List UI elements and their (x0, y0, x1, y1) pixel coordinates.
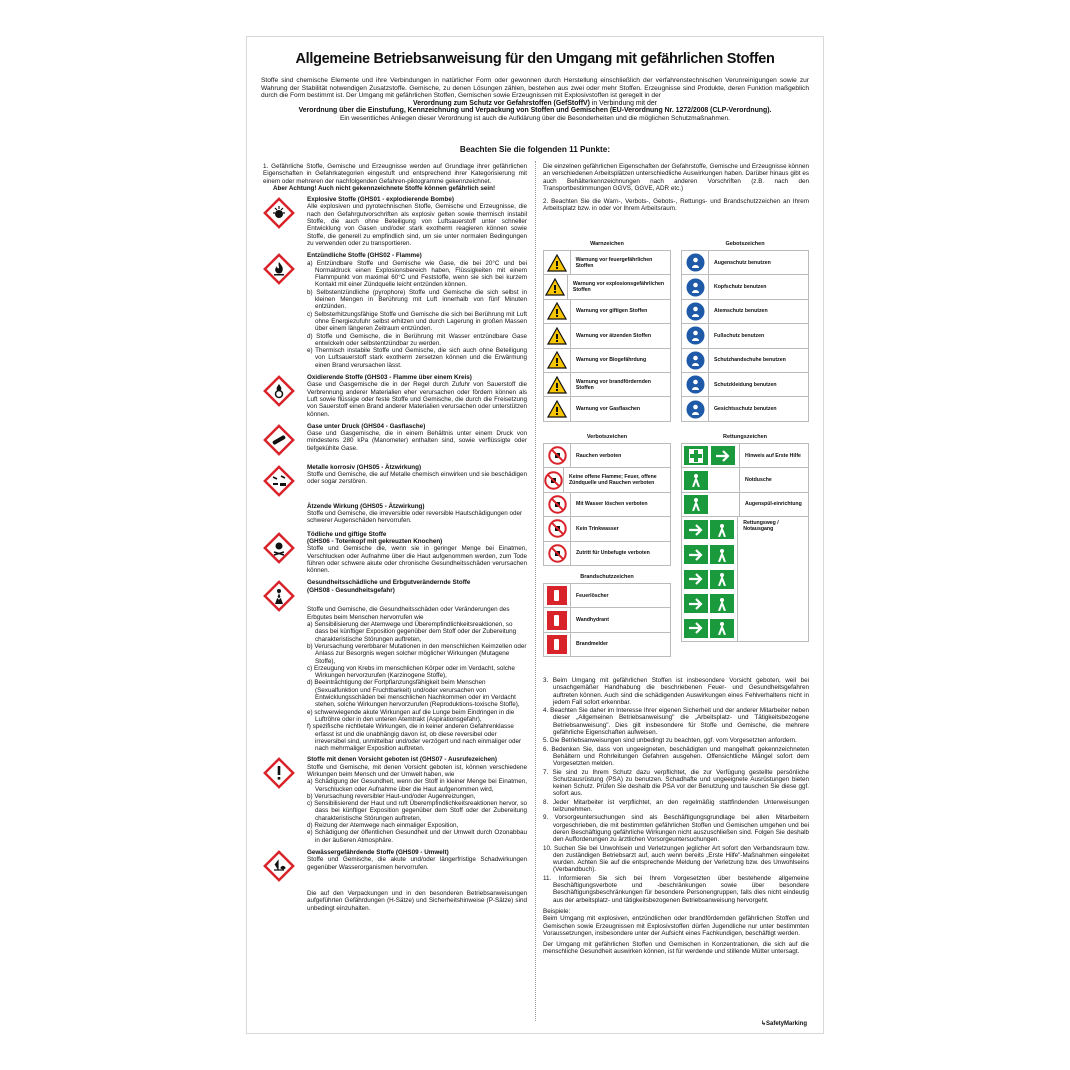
hazard-title: Metalle korrosiv (GHS05 - Ätzwirkung) (307, 463, 422, 471)
warning-sign-row (543, 300, 671, 324)
warning-sign-row (543, 250, 671, 275)
right-column-lower (543, 677, 809, 960)
mandatory-sign-icon (682, 300, 709, 323)
mandatory-sign-row (681, 300, 809, 324)
hazard-item: d) Reizung der Atemwege nach einmaliger Exposition, (307, 822, 459, 830)
warning-sign-row (543, 373, 671, 397)
exploding-bomb-icon (263, 197, 295, 229)
prohibition-sign-row (543, 542, 671, 566)
instruction-point: 10. Suchen Sie bei Unwohlsein und Verletzungen jeglicher Art sofort den Verbandsraum bzw. den zuständigen Betriebsarzt auf, auch wenn bereits „Erste Hilfe"-Maßnahmen eingeleitet wurden. Achten Sie auf die entsprechende Meldung der Verletzung bzw. des Unwohlseins (Verbandbuch). (543, 844, 809, 874)
hazard-text: Stoffe und Gemische, die irreversible oder reversible Hautschädigungen oder schwerer Augenschäden hervorrufen. (307, 510, 523, 525)
prohibition-signs-table (543, 434, 671, 566)
hazard-title: Oxidierende Stoffe (GHS03 - Flamme über einem Kreis) (307, 374, 472, 382)
hazard-item: d) Beeinträchtigung der Fortpflanzungsfähigkeit beim Menschen (Sexualfunktion und Fruchtbarkeit) und/oder verursachen von Entwicklungsschäden bei menschlichen Nachkommen oder im Verdacht stehen, solche Wirkungen hervorzurufen (Reproduktions-toxische Stoffe), (307, 679, 520, 709)
rescue-sign-row (681, 443, 809, 468)
mandatory-sign-label: Schutzhandschuhe benutzen (714, 357, 786, 364)
point-1: 1. Gefährliche Stoffe, Gemische und Erzeugnisse werden auf Grundlage ihrer gefährlichen Eigenschaften in Gefahrkategorien eingestuft und entsprechend ihrer Kategorisierung mit einem oder mehreren der nachfolgenden Gefahren-piktogramme gekennzeichnet. (263, 163, 527, 185)
prohibition-sign-icon (544, 493, 571, 516)
rescue-signs-table (681, 434, 809, 642)
hazard-ghs03 (263, 374, 527, 418)
hazard-ghs06 (263, 531, 527, 575)
rescue-sign-row (681, 493, 809, 517)
intro-section (261, 77, 809, 123)
hazard-title: Ätzende Wirkung (GHS05 - Ätzwirkung) (307, 502, 425, 510)
points-heading: Beachten Sie die folgenden 11 Punkte: (459, 145, 611, 154)
hazard-ghs08-body (263, 606, 527, 752)
exclamation-mark-icon (263, 757, 295, 789)
warning-sign-row (543, 349, 671, 373)
warning-sign-label: Warnung vor ätzenden Stoffen (576, 332, 652, 339)
hazard-ghs01 (263, 196, 527, 247)
hazard-item: d) Stoffe und Gemische, die in Berührung mit Wasser entzündbare Gase entwickeln oder selbstentzündbar zu werden. (307, 332, 527, 347)
warning-sign-icon (544, 397, 571, 420)
warning-sign-icon (544, 300, 571, 323)
hazard-ghs07 (263, 756, 527, 844)
hazard-title: Stoffe mit denen Vorsicht geboten ist (GHS07 - Ausrufezeichen) (307, 756, 497, 764)
column-divider (535, 161, 536, 1021)
rescue-sign-label: Augenspül-einrichtung (745, 501, 802, 508)
right-column (543, 163, 809, 217)
prohibition-sign-icon (544, 542, 571, 565)
hazard-item: e) Thermisch instabile Stoffe und Gemische, die sich auch ohne Beteiligung von Luftsauerstoff stark exotherm zersetzen können und die Erwärmung einen Brand verursachen lässt. (307, 347, 527, 369)
fire-safety-sign-icon (544, 584, 571, 607)
prohibition-sign-row (543, 493, 671, 517)
mandatory-signs-table (681, 241, 809, 422)
mandatory-sign-label: Schutzkleidung benutzen (714, 381, 777, 388)
brand-name: SafetyMarking (765, 1021, 807, 1027)
mandatory-sign-icon (682, 275, 709, 298)
hazard-text: Alle explosiven und pyrotechnischen Stoffe, Gemische und Erzeugnisse, die nach den Gefahrgutvorschriften als explosiv gelten sowie thermisch instabil Stoffe, die auch ohne Beteiligung von Luftsauerstoff unter schneller Entwicklung von Gasen und/oder stark exotherm reagieren können sowie Stoffe, die generell zu empfindlich sind, um sie unter normalen Bedingungen zu verwenden oder zu transportieren. (307, 203, 527, 247)
table-title: Brandschutzzeichen (580, 574, 634, 580)
prohibition-sign-row (543, 443, 671, 468)
hazard-item: b) Verursachung vererbbarer Mutationen in den menschlichen Keimzellen oder Anlass zur Besorgnis wegen solcher möglicher Wirkungen (Mutagene Stoffe), (307, 642, 527, 665)
hazard-item: c) Selbsterhitzungsfähige Stoffe und Gemische die sich bei Berührung mit Luft ohne Energiezufuhr selbst erhitzen und durch Lagerung in großen Massen über einem längeren Zeitraum entzünden. (307, 310, 527, 333)
warning-sign-icon (544, 324, 571, 347)
mandatory-sign-row (681, 250, 809, 275)
example-2: Der Umgang mit gefährlichen Stoffen und Gemischen in Konzentrationen, die sich auf die menschliche Gesundheit auswirken können, ist für werdende und stillende Mütter untersagt. (543, 941, 809, 956)
warning-sign-label: Warnung vor Biogefährdung (576, 357, 647, 364)
hazard-ghs05 (263, 464, 527, 500)
hazard-title: Explosive Stoffe (GHS01 - explodierende Bombe) (307, 196, 454, 204)
left-column (263, 163, 527, 916)
warning-sign-row (543, 275, 671, 299)
instruction-point: 11. Informieren Sie sich bei Ihrem Vorgesetzten über bestehende allgemeine Beschäftigungsverbote und -beschränkungen sowie über besondere Beschäftigungsbeschränkungen für besondere Personengruppen, falls dies nicht eindeutig aus der arbeitsplatz- und tätigkeitsbezogenen Betriebsanweisung hervorgeht. (543, 874, 809, 904)
skull-crossbones-icon (263, 532, 295, 564)
prohibition-sign-label: Keine offene Flamme; Feuer, offene Zündquelle und Rauchen verboten (569, 474, 657, 487)
instruction-point: 3. Beim Umgang mit gefährlichen Stoffen ist insbesondere Vorsicht geboten, weil bei unsachgemäßer Handhabung die beschriebenen Feuer- und Gesundheitsgefahren auftreten können. Auch sind die schädigenden Auswirkungen eines Fehlverhaltens nicht in jedem Fall sofort erkennbar. (543, 677, 809, 706)
fire-safety-sign-row (543, 608, 671, 632)
rescue-sign-label: Notdusche (745, 477, 772, 484)
fire-safety-sign-row (543, 583, 671, 608)
warning-sign-icon (544, 275, 568, 298)
hazard-ghs08 (263, 579, 527, 615)
hazard-text: Gase und Gasgemische, die in einem Behältnis unter einem Druck von mindestens 280 kPa (Manometer) enthalten sind, sowie verflüssigte oder tiefgekühlte Gase. (307, 430, 527, 452)
warning-sign-label: Warnung vor explosionsgefährlichen Stoffen (572, 281, 665, 294)
flame-icon (263, 253, 295, 285)
instruction-point: 8. Jeder Mitarbeiter ist verpflichtet, an den regelmäßig stattfindenden Unterweisungen teilzunehmen. (543, 798, 809, 814)
hazard-title: Entzündliche Stoffe (GHS02 - Flamme) (307, 252, 422, 260)
brand-logo: ↳SafetyMarking (760, 1021, 807, 1027)
intro-closing: Ein wesentliches Anliegen dieser Verordnung ist auch die Aufklärung über die Besonderheiten und die möglichen Schutzmaßnahmen. (339, 114, 730, 122)
mandatory-sign-label: Fußschutz benutzen (714, 332, 765, 339)
hazard-item: b) Verursachung reversibler Haut-und/oder Augenreizungen, (307, 792, 476, 800)
warning-signs-table (543, 241, 671, 422)
point-2: 2. Beachten Sie die Warn-, Verbots-, Gebots-, Rettungs- und Brandschutzzeichen an Ihrem Arbeitsplatz bzw. in oder vor Ihrem Arbeitsraum. (543, 198, 809, 213)
instruction-point: 5. Die Betriebsanweisungen sind unbedingt zu beachten, ggf. vom Vorgesetzten anfordern. (543, 737, 797, 745)
rescue-sign-label: Hinweis auf Erste Hilfe (745, 452, 801, 459)
hazard-item: f) spezifische nichtletale Wirkungen, die in keiner anderen Gefahrenklasse erfasst ist und die unabhängig davon ist, ob diese reversibel oder irreversibel sind, unmittelbar und/oder verzögert und nach einmaliger oder nach mehrmaliger Exposition auftreten. (307, 723, 522, 753)
corrosion-icon (263, 465, 295, 497)
warning-sign-label: Warnung vor feuergefährlichen Stoffen (575, 256, 653, 269)
hazard-text: Stoffe und Gemische, die akute und/oder längerfristige Schadwirkungen gegenüber Wasserorganismen hervorrufen. (307, 856, 527, 871)
fire-safety-sign-label: Brandmelder (576, 641, 608, 648)
prohibition-sign-icon (544, 517, 571, 540)
hazard-text: Stoffe und Gemische, die auf Metalle chemisch einwirken und sie beschädigen oder sogar zerstören. (307, 471, 527, 486)
mandatory-sign-row (681, 275, 809, 299)
mandatory-sign-row (681, 349, 809, 373)
hazard-ghs09 (263, 849, 527, 885)
hazard-ghs04 (263, 423, 527, 459)
left-footer: Die auf den Verpackungen und in den besonderen Betriebsanweisungen aufgeführten Gefährdungen (H-Sätze) und Sicherheitshinweise (P-Sätze) sind unbedingt einzuhalten. (307, 889, 527, 912)
prohibition-sign-label: Rauchen verboten (576, 452, 622, 459)
prohibition-sign-label: Kein Trinkwasser (576, 525, 619, 532)
hazard-text: Stoffe und Gemische, mit denen Vorsicht geboten ist, können verschiedene Wirkungen beim Mensch und der Umwelt haben, wie (307, 763, 527, 778)
prohibition-sign-icon (544, 468, 564, 491)
instruction-point: 6. Bedenken Sie, dass von ungeeigneten, beschädigten und mangelhaft gekennzeichneten Behältern und Rohrleitungen Gefahren ausgehen. Offensichtliche Mängel sofort dem Vorgesetzten melden. (543, 745, 809, 768)
prohibition-sign-label: Mit Wasser löschen verboten (576, 501, 648, 508)
rescue-sign-row (681, 517, 809, 642)
hazard-ghs02 (263, 252, 527, 369)
mandatory-sign-label: Augenschutz benutzen (714, 259, 771, 266)
hazard-text: Stoffe und Gemische, die Gesundheitsschäden oder Veränderungen des Erbgutes beim Menschen hervorrufen wie (307, 606, 510, 621)
hazard-item: b) Selbstentzündliche (pyrophore) Stoffe und Gemische die sich selbst in kleinen Mengen in Berührung mit Luft innerhalb von fünf Minuten entzünden. (307, 288, 527, 311)
hazard-subtitle: (GHS08 - Gesundheitsgefahr) (307, 586, 395, 594)
prohibition-sign-icon (544, 444, 571, 467)
fire-safety-signs-table (543, 574, 671, 657)
hazard-item: e) Schädigung der öffentlichen Gesundheit und der Umwelt durch Ozonabbau in der äußeren Atmosphäre. (307, 829, 527, 844)
hazard-title: Tödliche und giftige Stoffe (307, 530, 387, 538)
table-title: Warnzeichen (590, 241, 624, 247)
hazard-text: Gase und Gasgemische die in der Regel durch Zufuhr von Sauerstoff die Verbrennung anderer Materialien eher verursachen oder fördern können als Luft sowie flüssige oder feste Stoffe und Gemische, die durch die Freisetzung von Sauerstoff einen Brand anderer Materialien verursachen oder unterstützen können. (307, 381, 527, 418)
instruction-sheet (246, 36, 824, 1034)
hazard-item: a) Schädigung der Gesundheit, wenn der Stoff in kleiner Menge bei Einatmen, Verschlucken oder Aufnahme über die Haut aufgenommen wird, (307, 778, 527, 793)
example-label: Beispiele: (543, 907, 571, 915)
fire-safety-sign-row (543, 633, 671, 657)
mandatory-sign-label: Atemschutz benutzen (714, 308, 768, 315)
health-hazard-icon (263, 580, 295, 612)
table-title: Rettungszeichen (722, 434, 767, 440)
point-1-continued: Die einzelnen gefährlichen Eigenschaften der Gefahrstoffe, Gemische und Erzeugnisse können an verschiedenen Arbeitsplätzen unterschiedliche Auswirkungen haben. Darüber hinaus gibt es auch Behälterkennzeichnungen nach anderen Vorschriften (z.B. nach den Transportbestimmungen GGVS, GGVE, ADR etc.) (543, 163, 809, 192)
warning-sign-icon (544, 349, 571, 372)
warning-sign-icon (544, 373, 571, 396)
warning-sign-row (543, 397, 671, 421)
hazard-item: a) Entzündbare Stoffe und Gemische wie Gase, die bei 20°C und bei Normaldruck einen Explosionsbereich haben, Flüssigkeiten mit einem Flammpunkt von maximal 60°C und Feststoffe, wenn sie sich bei kurzem Kontakt mit einer Zündquelle leicht entzünden können. (307, 259, 527, 289)
flame-over-circle-icon (263, 375, 295, 407)
escape-route-icons (682, 517, 738, 641)
mandatory-sign-label: Gesichtsschutz benutzen (714, 406, 777, 413)
hazard-subtitle: (GHS06 - Totenkopf mit gekreuzten Knochen) (307, 537, 443, 545)
mandatory-sign-icon (682, 397, 709, 420)
fire-safety-sign-label: Feuerlöscher (576, 592, 609, 599)
prohibition-sign-row (543, 468, 671, 492)
table-title: Verbotszeichen (586, 434, 628, 440)
table-title: Gebotszeichen (725, 241, 765, 247)
environment-icon (263, 850, 295, 882)
hazard-item: c) Sensibilisierend der Haut und ruft Überempfindlichkeitsreaktionen hervor, so dass bei künftiger Exposition gegenüber dem Stoff oder der Zubereitung charakteristische Störungen auftreten, (307, 800, 527, 822)
warning-sign-label: Warnung vor giftigen Stoffen (576, 308, 648, 315)
warning-sign-icon (544, 251, 571, 274)
law-gefstoffv (261, 100, 809, 108)
rescue-sign-row (681, 468, 809, 492)
mandatory-sign-icon (682, 373, 709, 396)
hazard-item: c) Erzeugung von Krebs im menschlichen Körper oder im Verdacht, solche Wirkungen hervorzurufen (Karzinogene Stoffe), (307, 664, 515, 680)
hazard-item: e) schwerwiegende akute Wirkungen auf die Lunge beim Eindringen in die Luftröhre oder in den unteren Atemtrakt (Aspirationsgefahr), (307, 708, 515, 723)
warning-sign-row (543, 324, 671, 348)
hazard-title: Gewässergefährdende Stoffe (GHS09 - Umwelt) (307, 848, 449, 856)
law-connector: in Verbindung mit der (591, 99, 657, 107)
hazard-title: Gesundheitsschädliche und Erbgutverändernde Stoffe (307, 579, 471, 587)
mandatory-sign-row (681, 373, 809, 397)
law-clp: Verordnung über die Einstufung, Kennzeichnung und Verpackung von Stoffen und Gemischen (EU-Verordnung Nr. 1272/2008 (CLP-Verordnung). (298, 107, 772, 115)
instruction-point: 4. Beachten Sie daher im Interesse Ihrer eigenen Sicherheit und der anderer Mitarbeiter neben dieser „Allgemeinen Betriebsanweisung" die „Arbeitsplatz- und Tätigkeitsbezogene Betriebsanweisung". Dies gilt insbesondere für Stoffe und Gemische, die mehrere gefährliche Eigenschaften aufweisen. (543, 707, 809, 737)
gas-cylinder-icon (263, 424, 295, 456)
rescue-sign-icon (682, 444, 740, 467)
mandatory-sign-icon (682, 324, 709, 347)
rescue-sign-label: Rettungsweg / Notausgang (743, 520, 779, 533)
warning-note: Aber Achtung! Auch nicht gekennzeichnete Stoffe können gefährlich sein! (273, 184, 496, 192)
warning-sign-label: Warnung vor Gasflaschen (576, 406, 641, 413)
mandatory-sign-icon (682, 349, 709, 372)
intro-paragraph: Stoffe sind chemische Elemente und ihre Verbindungen in natürlicher Form oder gewonnen durch Herstellung einschließlich der verfahrenstechnischen Verunreinigungen sowie zur Wahrung der Stabilität notwendigen Zusatzstoffe. Gemische, zu denen Lösungen zählen, bestehen aus zwei oder mehr Stoffen. Erzeugnisse sind Produkte, deren Funktion maßgeblich durch die Form bestimmt ist. Der Umgang mit gefährlichen Stoffen, Gemischen sowie Erzeugnissen mit Explosivstoffen ist geregelt in der (261, 77, 809, 100)
fire-safety-sign-icon (544, 633, 571, 656)
document-title: Allgemeine Betriebsanweisung für den Umgang mit gefährlichen Stoffen (295, 51, 775, 67)
rescue-sign-icon (682, 468, 740, 491)
mandatory-sign-row (681, 397, 809, 421)
instruction-point: 7. Sie sind zu Ihrem Schutz dazu verpflichtet, die zur Verfügung gestellte persönliche Schutzausrüstung (PSA) zu benutzen. Schadhafte und ungeeignete Ausrüstungen bieten keinen Schutz. Prüfen Sie deshalb die PSA vor der Benutzung und tauschen Sie diese ggf. sofort aus. (543, 768, 809, 798)
prohibition-sign-label: Zutritt für Unbefugte verboten (576, 550, 650, 557)
mandatory-sign-icon (682, 251, 709, 274)
fire-safety-sign-label: Wandhydrant (576, 617, 609, 624)
instruction-point: 9. Vorsorgeuntersuchungen sind als Beschäftigungsgrundlage bei allen Mitarbeitern vorgeschrieben, die mit bestimmten gefährlichen Stoffen und Gemischen umgehen und bei deren Beschäftigung gefährliche Wirkungen nicht auszuschließen sind. Folgen Sie deshalb den Aufforderungen zu ärztlichen Vorsorgeuntersuchungen. (543, 814, 809, 844)
fire-safety-sign-icon (544, 608, 571, 631)
mandatory-sign-label: Kopfschutz benutzen (714, 284, 767, 291)
rescue-sign-icon (682, 493, 740, 516)
example-1: Beim Umgang mit explosiven, entzündlichen oder brandfördernden gefährlichen Stoffen und Gemischen sowie Erzeugnissen mit Explosivstoffen dürfen Jugendliche nur unter bestimmten Voraussetzungen, insbesondere unter der Aufsicht eines Fachkundigen, beschäftigt werden. (543, 915, 809, 937)
mandatory-sign-row (681, 324, 809, 348)
hazard-title: Gase unter Druck (GHS04 - Gasflasche) (307, 422, 426, 430)
hazard-ghs05-b (307, 503, 527, 525)
warning-sign-label: Warnung vor brandfördernden Stoffen (575, 378, 651, 391)
hazard-item: a) Sensibilisierung der Atemwege und Überempfindlichkeitsreaktionen, so dass bei künftiger Exposition gegenüber dem Stoff oder der Zubereitung charakteristische Störungen auftreten, (307, 621, 517, 643)
prohibition-sign-row (543, 517, 671, 541)
hazard-text: Stoffe und Gemische die, wenn sie in geringer Menge bei Einatmen, Verschlucken oder Aufnahme über die Haut aufgenommen werden, zum Tode führen oder schwere akute oder chronische Gesundheitsschäden verursachen können. (307, 545, 527, 575)
law-title: Verordnung zum Schutz vor Gefahrstoffen (GefStoffV) (413, 99, 590, 107)
